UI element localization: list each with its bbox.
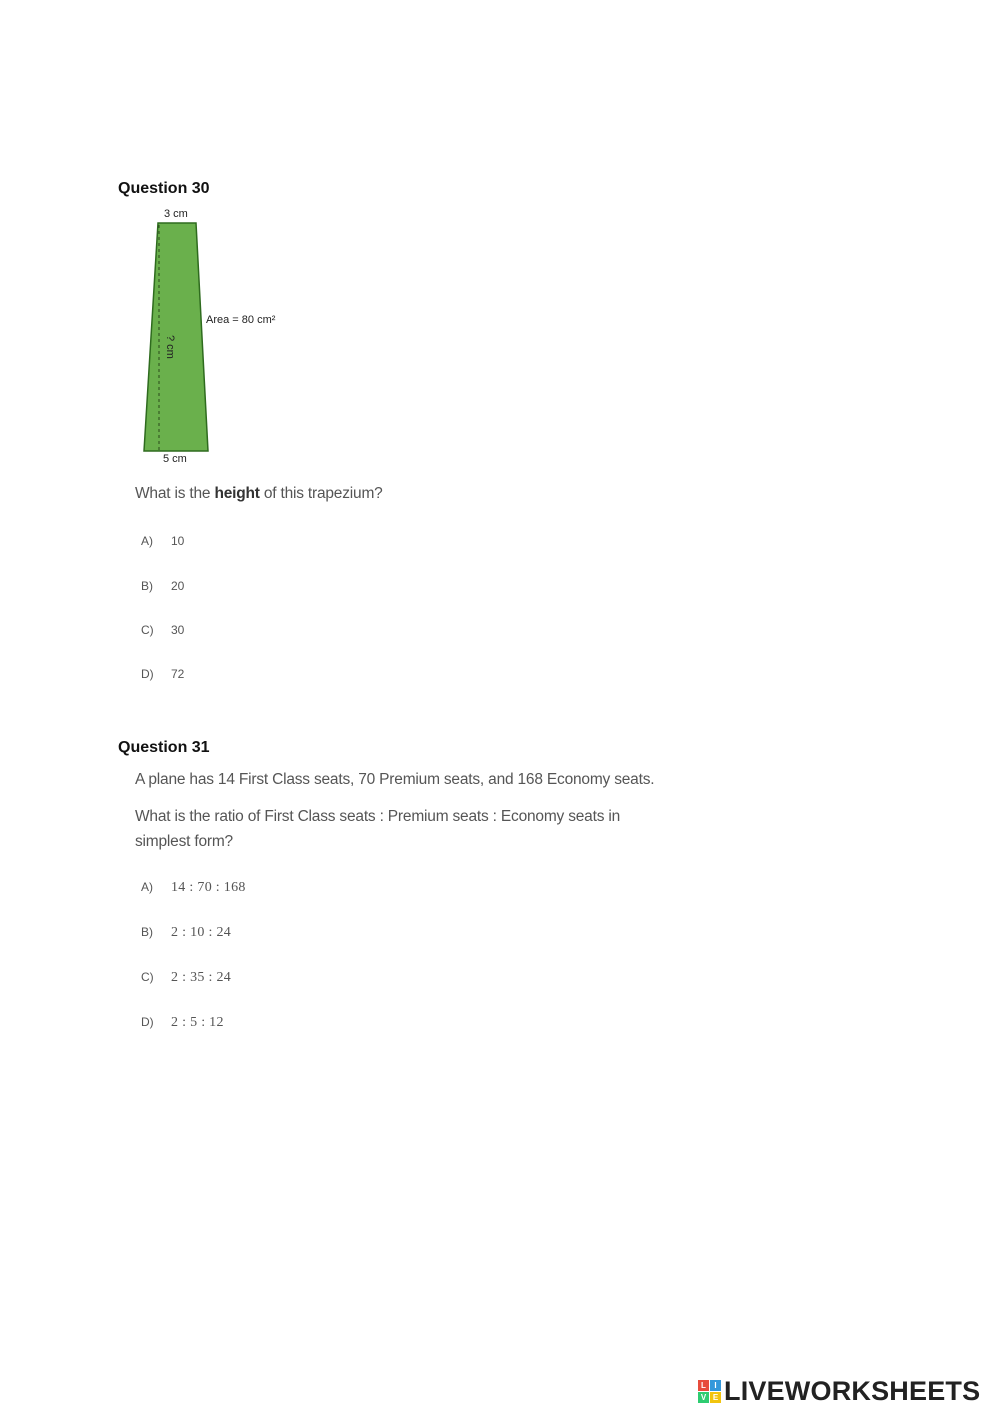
area-label: Area = 80 cm² — [206, 314, 276, 326]
question-31-line-2: What is the ratio of First Class seats : Premium seats : Economy seats in — [135, 808, 621, 825]
q30-option-b[interactable]: B) 20 — [141, 579, 185, 593]
question-31-title: Question 31 — [118, 739, 210, 756]
question-31-line-1: A plane has 14 First Class seats, 70 Premium seats, and 168 Economy seats. — [135, 771, 655, 788]
top-base-label: 3 cm — [164, 208, 188, 220]
q31-option-b[interactable]: B) 2 : 10 : 24 — [141, 925, 232, 940]
question-31-line-3: simplest form? — [135, 833, 233, 850]
q30-option-d[interactable]: D) 72 — [141, 667, 185, 681]
height-label: ? cm — [164, 335, 176, 359]
q31-option-a[interactable]: A) 14 : 70 : 168 — [141, 880, 246, 895]
question-30-emphasis: height — [214, 485, 260, 502]
question-30-title: Question 30 — [118, 180, 210, 197]
q31-option-d[interactable]: D) 2 : 5 : 12 — [141, 1015, 224, 1030]
trapezium-shape — [144, 223, 208, 451]
trapezium-figure — [130, 205, 310, 470]
liveworksheets-logo — [698, 1376, 980, 1407]
logo-mark-icon: L I V E — [698, 1380, 721, 1403]
q30-option-c[interactable]: C) 30 — [141, 623, 185, 637]
q30-option-a[interactable]: A) 10 — [141, 534, 185, 548]
question-30-text: What is the height of this trapezium? — [135, 485, 383, 502]
bottom-base-label: 5 cm — [163, 453, 187, 465]
q31-option-c[interactable]: C) 2 : 35 : 24 — [141, 970, 232, 985]
brand-name: LIVEWORKSHEETS — [724, 1376, 981, 1406]
